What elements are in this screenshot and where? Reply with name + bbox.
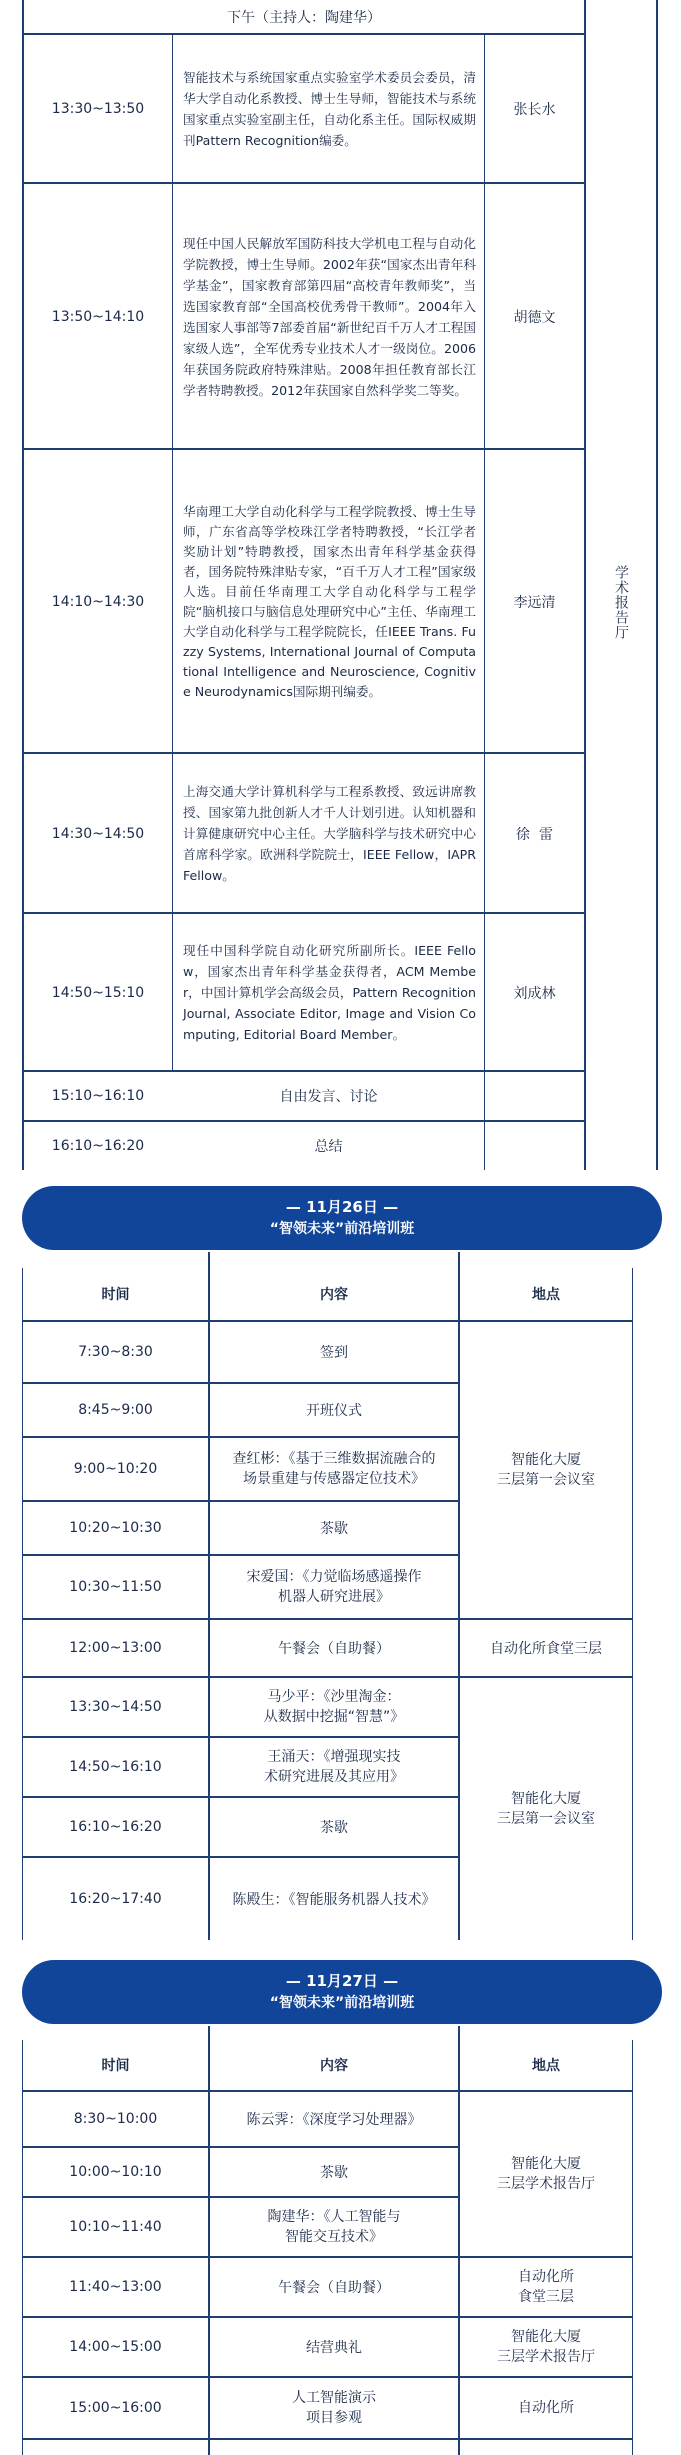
session-content: 午餐会（自助餐）	[278, 1641, 390, 1657]
speaker-bio: 现任中国科学院自动化研究所副所长。IEEE Fellow，国家杰出青年科学基金获得者，ACM Member，中国计算机学会高级会员，Pattern Recognition Journal, Associate Editor, Image and Vision Computing, Editorial Board Member。	[183, 943, 476, 1042]
speaker-name: 刘成林	[513, 985, 556, 1002]
table-border-right	[632, 2040, 633, 2455]
session-time: 16:10~16:20	[51, 1138, 145, 1154]
session-content: 宋爱国：《力觉临场感遥操作 机器人研究进展》	[246, 1569, 422, 1605]
session-content: 茶歇	[320, 2165, 348, 2181]
speaker-name: 胡德文	[513, 309, 556, 326]
session-time: 16:10~16:20	[69, 1819, 162, 1835]
venue: 智能化大厦 三层第一会议室	[497, 1791, 595, 1827]
session-time: 8:45~9:00	[78, 1402, 153, 1418]
session-time: 15:10~16:10	[51, 1088, 145, 1104]
session-content: 茶歇	[320, 1521, 348, 1537]
banner-title: “智领未来”前沿培训班	[269, 1995, 415, 2011]
session-time: 14:10~14:30	[51, 593, 145, 610]
day26-banner	[22, 1186, 662, 1250]
session-time: 10:30~11:50	[69, 1579, 162, 1595]
venue-cell	[586, 35, 656, 1170]
venue: 自动化所 食堂三层	[518, 2269, 574, 2305]
session-content: 陈云霁：《深度学习处理器》	[246, 2112, 422, 2128]
venue: 智能化大厦 三层学术报告厅	[497, 2329, 595, 2365]
session-content: 查红彬：《基于三维数据流融合的 场景重建与传感器定位技术》	[232, 1451, 436, 1487]
session-time: 13:50~14:10	[51, 308, 145, 325]
venue-label: 学术报告厅	[613, 565, 629, 640]
table-border-right	[656, 0, 658, 1170]
session-time: 16:20~17:40	[69, 1891, 162, 1907]
session-time: 9:00~10:20	[73, 1461, 158, 1477]
session-time: 10:00~10:10	[69, 2164, 162, 2180]
afternoon-header: 下午（主持人：陶建华）	[227, 10, 381, 26]
speaker-bio: 上海交通大学计算机科学与工程系教授、致远讲席教授、国家第九批创新人才千人计划引进。认知机器和计算健康研究中心主任。大学脑科学与技术研究中心首席科学家。欧洲科学院院士，IEEE Fellow，IAPR Fellow。	[183, 784, 476, 883]
session-time: 8:30~10:00	[73, 2111, 158, 2127]
venue: 智能化大厦 三层学术报告厅	[497, 2156, 595, 2192]
speaker-bio: 智能技术与系统国家重点实验室学术委员会委员，清华大学自动化系教授、博士生导师，智能技术与系统国家重点实验室副主任，自动化系主任。国际权威期刊Pattern Recognition编委。	[183, 70, 476, 148]
session-time: 15:00~16:00	[69, 2400, 162, 2416]
session-time: 7:30~8:30	[78, 1344, 153, 1360]
session-content: 自由发言、讨论	[279, 1089, 378, 1105]
table-border-right	[632, 1268, 633, 1940]
session-content: 签到	[320, 1345, 348, 1361]
header-venue: 地点	[532, 2058, 560, 2074]
venue: 自动化所食堂三层	[490, 1641, 602, 1657]
speaker-bio: 现任中国人民解放军国防科技大学机电工程与自动化学院教授，博士生导师。2002年获“国家杰出青年科学基金”，国家教育部第四届“高校青年教师奖”，当选国家教育部“全国高校优秀骨干教师”。2004年入选国家人事部等7部委首届“新世纪百千万人才工程国家级人选”，全军优秀专业技术人才一级岗位。2006年获国务院政府特殊津贴。2008年担任教育部长江学者特聘教授。2012年获国家自然科学奖二等奖。	[183, 235, 476, 398]
session-content: 茶歇	[320, 1820, 348, 1836]
session-content: 陈殿生：《智能服务机器人技术》	[232, 1892, 436, 1908]
header-content: 内容	[320, 2058, 348, 2074]
speaker-name: 李远清	[513, 594, 556, 611]
banner-date: — 11月27日 —	[285, 1972, 399, 1990]
header-time: 时间	[101, 2058, 130, 2074]
session-time: 14:50~16:10	[69, 1759, 162, 1775]
session-content: 马少平：《沙里淘金： 从数据中挖掘“智慧”》	[263, 1689, 405, 1725]
speaker-name: 徐 雷	[516, 826, 553, 843]
session-time: 10:10~11:40	[69, 2219, 162, 2235]
speaker-name: 张长水	[513, 102, 556, 118]
session-content: 午餐会（自助餐）	[278, 2280, 390, 2296]
venue: 自动化所	[518, 2400, 574, 2416]
session-time: 10:20~10:30	[69, 1520, 162, 1536]
header-content: 内容	[320, 1287, 348, 1303]
session-content: 王涌天：《增强现实技 术研究进展及其应用》	[264, 1749, 404, 1785]
session-content: 总结	[314, 1139, 343, 1155]
session-time: 12:00~13:00	[69, 1640, 162, 1656]
header-time: 时间	[101, 1287, 130, 1303]
day27-banner	[22, 1960, 662, 2024]
banner-date: — 11月26日 —	[285, 1198, 399, 1216]
session-time: 11:40~13:00	[69, 2279, 162, 2295]
venue: 智能化大厦 三层第一会议室	[497, 1452, 595, 1488]
banner-title: “智领未来”前沿培训班	[269, 1221, 415, 1237]
row-divider	[22, 2438, 633, 2440]
session-time: 14:00~15:00	[69, 2339, 162, 2355]
session-content: 人工智能演示 项目参观	[292, 2390, 376, 2426]
session-content: 结营典礼	[306, 2340, 362, 2356]
session-time: 13:30~13:50	[51, 101, 145, 117]
header-venue: 地点	[532, 1287, 560, 1303]
session-content: 开班仪式	[306, 1403, 362, 1419]
session-time: 13:30~14:50	[69, 1699, 162, 1715]
speaker-bio: 华南理工大学自动化科学与工程学院教授、博士生导师，广东省高等学校珠江学者特聘教授，“长江学者奖励计划”特聘教授，国家杰出青年科学基金获得者，国务院特殊津贴专家，“百千万人才工程”国家级人选。目前任华南理工大学自动化科学与工程学院“脑机接口与脑信息处理研究中心”主任、华南理工大学自动化科学与工程学院院长，任IEEE Trans. Fuzzy Systems, International Journal of Computational Intelligence and Neuroscience, Cognitive Neurodynamics国际期刊编委。	[183, 503, 476, 699]
session-content: 陶建华：《人工智能与 智能交互技术》	[267, 2209, 401, 2245]
session-time: 14:30~14:50	[51, 825, 145, 842]
session-time: 14:50~15:10	[51, 984, 145, 1001]
